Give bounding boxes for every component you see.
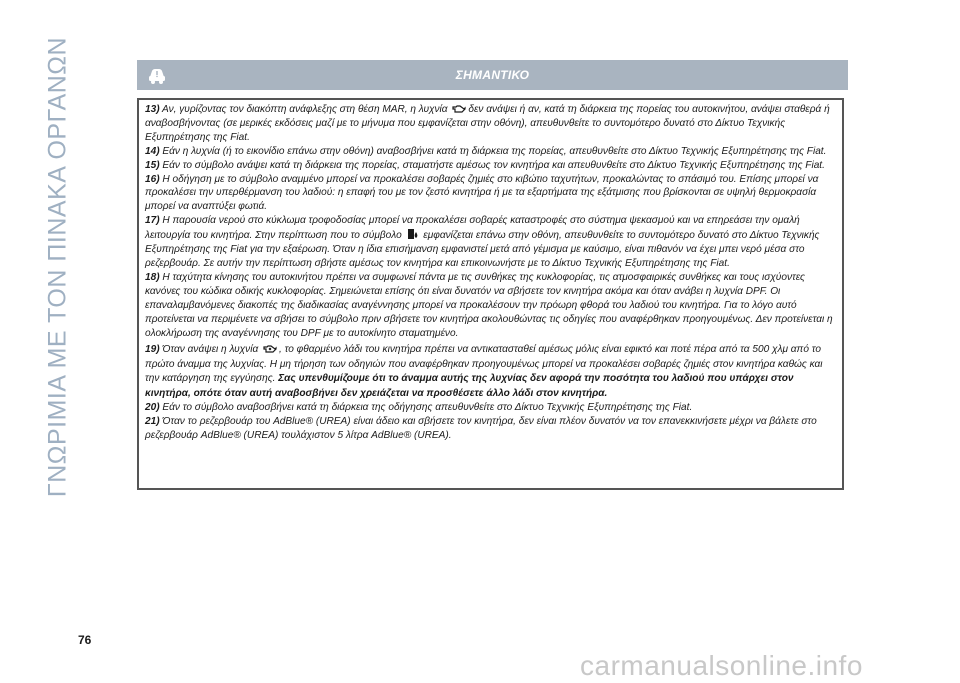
page-number: 76	[78, 633, 92, 647]
note-16: 16) Η οδήγηση με το σύμβολο αναμμένο μπορεί να προκαλέσει σοβαρές ζημιές στο κιβώτιο ταχυτήτων, προκαλώντας το σπάσιμό του. Επίσης μπορεί να προκαλέσει την υπερθέρμανση του λαδιού: η επαφή του με τον ζεστό κινητήρα ή με τα εξαρτήματα της εξάτμισης που βρίσκονται σε υψηλή θερμοκρασία μπορεί να αναπτύξει φωτιά.	[145, 173, 819, 213]
oil-can-icon	[452, 104, 466, 114]
note-21: 21) Όταν το ρεζερβουάρ του AdBlue® (UREA) είναι άδειο και σβήσετε τον κινητήρα, δεν είναι πλέον δυνατόν να τον επανεκκινήσετε μέχρι να βάλετε στο ρεζερβουάρ AdBlue® (UREA) τουλάχιστον 5 λίτρα AdBlue® (UREA).	[145, 415, 817, 441]
water-in-fuel-icon	[407, 228, 419, 240]
section-side-title	[38, 32, 78, 502]
watermark-text: carmanualsonline.info	[580, 650, 863, 681]
important-header	[137, 60, 848, 90]
note-17: 17) Η παρουσία νερού στο κύκλωμα τροφοδοσίας μπορεί να προκαλέσει σοβαρές καταστροφές στο σύστημα ψεκασμού και να επηρεάσει την ομαλή λειτουργία του κινητήρα. Στην περίπτωση που το σύμβολο εμφανίζεται επάνω στην οθόνη, απευθυνθείτε το συντομότερο δυνατό στο Δίκτυο Τεχνικής Εξυπηρέτησης της Fiat για την εξαέρωση. Όταν η ίδια επισήμανση εμφανιστεί μετά από γέμισμα με καύσιμο, είναι πιθανόν να έχει μπει νερό μέσα στο ρεζερβουάρ. Σε αυτήν την περίπτωση σβήστε αμέσως τον κινητήρα και επικοινωνήστε με το Δίκτυο Τεχνικής Εξυπηρέτησης της Fiat.	[145, 215, 820, 269]
side-title-text: ΓΝΩΡΙΜΙΑ ΜΕ ΤΟΝ ΠΙΝΑΚΑ ΟΡΓΑΝΩΝ	[43, 36, 72, 498]
note-15: 15) Εάν το σύμβολο ανάψει κατά τη διάρκεια της πορείας, σταματήστε αμέσως τον κινητήρα και απευθυνθείτε στο Δίκτυο Τεχνικής Εξυπηρέτησης της Fiat.	[145, 159, 825, 171]
note-20: 20) Εάν το σύμβολο αναβοσβήνει κατά τη διάρκεια της οδήγησης απευθυνθείτε στο Δίκτυο Τεχνικής Εξυπηρέτησης της Fiat.	[145, 402, 693, 414]
important-notes-box	[137, 98, 844, 490]
note-19: 19) Όταν ανάψει η λυχνία , το φθαρμένο λάδι του κινητήρα πρέπει να αντικατασταθεί αμέσως μόλις είναι εφικτό και ποτέ πέρα από τα 500 χλμ από το πρώτο άναμμα της λυχνίας. Η μη τήρηση των οδηγιών που αναφέρθηκαν προηγουμένως μπορεί να προκαλέσει σοβαρές ζημιές στον κινητήρα καθώς και την κατάργηση της εγγύησης. Σας υπενθυμίζουμε ότι το άναμμα αυτής της λυχνίας δεν αφορά την ποσότητα του λαδιού που υπάρχει στον κινητήρα, οπότε όταν αυτή αναβοσβήνει δεν χρειάζεται να προσθέσετε άλλο λάδι στον κινητήρα.	[145, 344, 823, 399]
header-title: ΣΗΜΑΝΤΙΚΟ	[455, 68, 530, 82]
note-18: 18) Η ταχύτητα κίνησης του αυτοκινήτου πρέπει να συμφωνεί πάντα με τις συνθήκες της κυκλοφορίας, τις ατμοσφαιρικές συνθήκες και τους ισχύοντες κανόνες του κώδικα οδικής κυκλοφορίας. Σημειώνεται επίσης ότι είναι δυνατόν να σβήσετε τον κινητήρα ακόμα και όταν ανάβει η λυχνία DPF. Οι επαναλαμβανόμενες διακοπές της διαδικασίας αναγέννησης μπορεί να προκαλέσουν την πρόωρη φθορά του λαδιού του κινητήρα. Για το λόγο αυτό προτείνεται να περιμένετε να σβήσει το σύμβολο πριν σβήσετε τον κινητήρα ακολουθώντας τις οδηγίες που αναφέρθηκαν προηγουμένως. Δεν προτείνεται η ολοκλήρωση της αναγέννησης του DPF με το αυτοκίνητο σταματημένο.	[145, 271, 833, 339]
note-13: 13) Αν, γυρίζοντας τον διακόπτη ανάφλεξης στη θέση MAR, η λυχνία δεν ανάψει ή αν, κατά τη διάρκεια της πορείας του αυτοκινήτου, ανάψει σταθερά ή αναβοσβήνοντας (σε μερικές εκδόσεις μαζί με το μήνυμα που εμφανίζεται στην οθόνη), απευθυνθείτε το συντομότερο δυνατό στο Δίκτυο Τεχνικής Εξυπηρέτησης της Fiat.	[145, 104, 830, 143]
oil-change-icon	[263, 344, 277, 354]
notes-content	[145, 103, 838, 443]
note-14: 14) Εάν η λυχνία (ή το εικονίδιο επάνω στην οθόνη) αναβοσβήνει κατά τη διάρκεια της πορείας, απευθυνθείτε στο Δίκτυο Τεχνικής Εξυπηρέτησης της Fiat.	[145, 145, 827, 157]
